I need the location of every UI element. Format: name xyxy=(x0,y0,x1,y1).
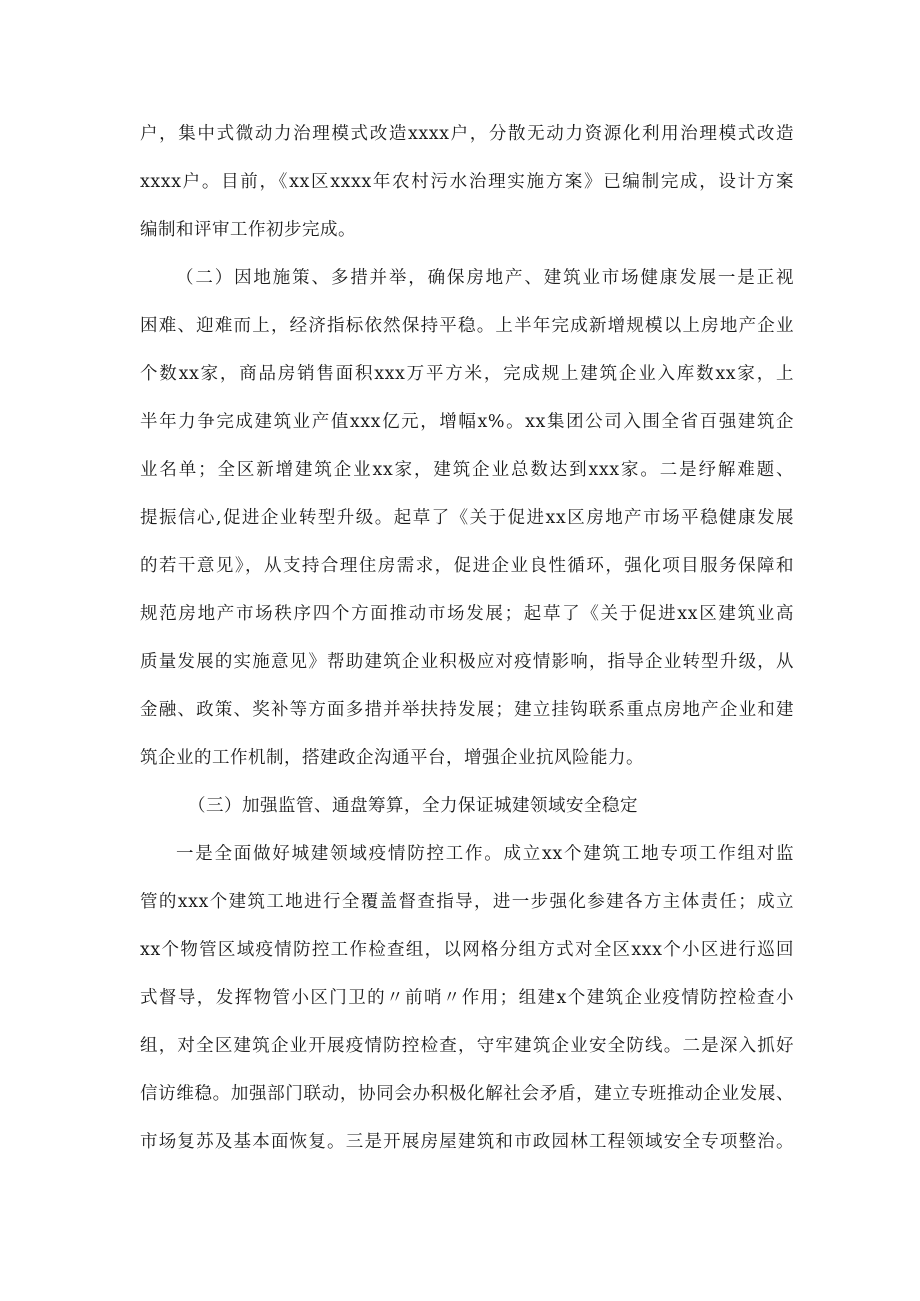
text-line: 半年力争完成建筑业产值xxx亿元，增幅x%。xx集团公司入围全省百强建筑企 xyxy=(140,412,794,432)
text-line: 编制和评审工作初步完成。 xyxy=(140,220,356,240)
text-line: 式督导，发挥物管小区门卫的〃前哨〃作用；组建x个建筑企业疫情防控检查小 xyxy=(140,988,794,1008)
text-line: 业名单；全区新增建筑企业xx家，建筑企业总数达到xxx家。二是纾解难题、 xyxy=(140,460,794,480)
section-heading-3: （三）加强监管、通盘筹算，全力保证城建领域安全稳定 xyxy=(188,796,638,816)
text-line: 提振信心,促进企业转型升级。起草了《关于促进xx区房地产市场平稳健康发展 xyxy=(140,508,794,528)
text-line: 金融、政策、奖补等方面多措并举扶持发展；建立挂钩联系重点房地产企业和建 xyxy=(140,700,794,720)
text-line: 筑企业的工作机制，搭建政企沟通平台，增强企业抗风险能力。 xyxy=(140,748,644,768)
text-line: 组，对全区建筑企业开展疫情防控检查，守牢建筑企业安全防线。二是深入抓好 xyxy=(140,1036,794,1056)
text-line: 质量发展的实施意见》帮助建筑企业积极应对疫情影响，指导企业转型升级，从 xyxy=(140,652,794,672)
text-line: xx个物管区域疫情防控工作检查组，以网格分组方式对全区xxx个小区进行巡回 xyxy=(140,940,794,960)
text-line: 一是全面做好城建领域疫情防控工作。成立xx个建筑工地专项工作组对监 xyxy=(176,844,794,864)
text-line: 的若干意见》，从支持合理住房需求，促进企业良性循环，强化项目服务保障和 xyxy=(140,556,794,576)
section-heading-2: （二）因地施策、多措并举，确保房地产、建筑业市场健康发展一是正视 xyxy=(176,268,794,288)
text-line: 困难、迎难而上，经济指标依然保持平稳。上半年完成新增规模以上房地产企业 xyxy=(140,316,794,336)
text-line: 个数xx家，商品房销售面积xxx万平方米，完成规上建筑企业入库数xx家，上 xyxy=(140,364,794,384)
text-line: 信访维稳。加强部门联动，协同会办积极化解社会矛盾，建立专班推动企业发展、 xyxy=(140,1084,794,1104)
text-line: 市场复苏及基本面恢复。三是开展房屋建筑和市政园林工程领域安全专项整治。 xyxy=(140,1132,794,1152)
text-line: 管的xxx个建筑工地进行全覆盖督查指导，进一步强化参建各方主体责任；成立 xyxy=(140,892,794,912)
text-line: xxxx户。目前，《xx区xxxx年农村污水治理实施方案》已编制完成，设计方案 xyxy=(140,172,794,192)
text-line: 户，集中式微动力治理模式改造xxxx户，分散无动力资源化利用治理模式改造 xyxy=(140,124,794,144)
text-line: 规范房地产市场秩序四个方面推动市场发展；起草了《关于促进xx区建筑业高 xyxy=(140,604,794,624)
